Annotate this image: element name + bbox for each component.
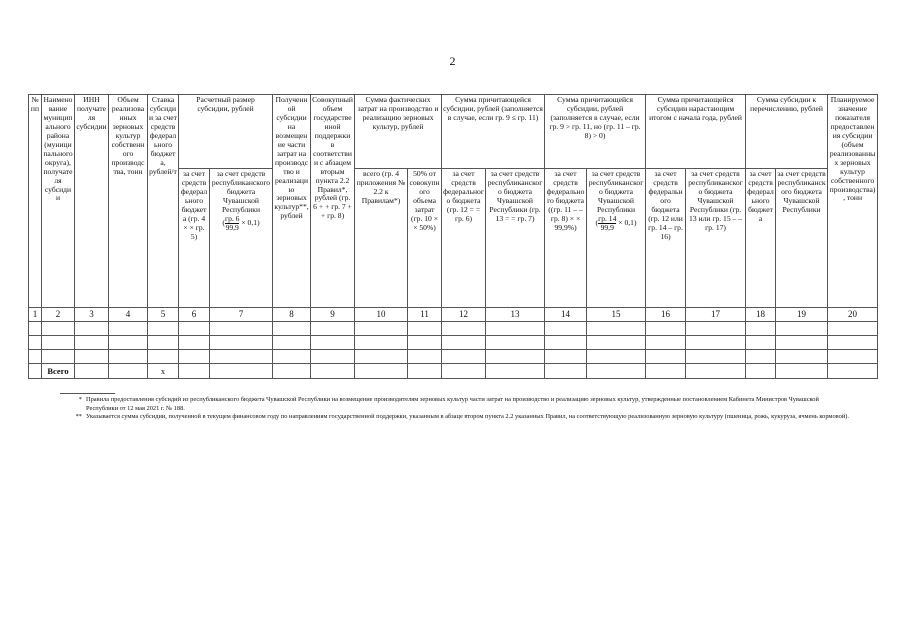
footnote xyxy=(60,396,852,413)
table-cell xyxy=(746,364,776,379)
footnote xyxy=(60,413,852,422)
formula-fraction xyxy=(598,215,616,232)
table-cell xyxy=(486,322,545,336)
table-cell xyxy=(42,322,75,336)
table-row xyxy=(29,322,878,336)
table-cell xyxy=(545,364,587,379)
table-cell xyxy=(545,350,587,364)
table-cell xyxy=(109,364,148,379)
table-cell xyxy=(646,364,686,379)
column-number: 20 xyxy=(828,308,878,322)
footnotes xyxy=(60,396,852,422)
formula-multiplier: × 0,1 xyxy=(241,217,258,227)
fraction-denominator: 99,9 xyxy=(600,222,614,232)
header-col-3: ИНН получателя субсидии xyxy=(75,95,109,308)
table-cell xyxy=(42,336,75,350)
table-cell xyxy=(109,322,148,336)
table-cell xyxy=(273,336,311,350)
total-row xyxy=(29,364,878,379)
table-cell xyxy=(746,350,776,364)
header-col-4: Объем реализованных зерновых культур собственного производства, тонн xyxy=(109,95,148,308)
page-number: 2 xyxy=(449,54,456,68)
table-cell xyxy=(776,364,828,379)
subheader-col-15: за счет средств республиканского бюджета Чувашской Республики ( $\frac{гр. 14}{99,9}$ × 0,1) xyxy=(587,169,646,308)
column-number: 16 xyxy=(646,308,686,322)
table-row xyxy=(29,336,878,350)
table-cell xyxy=(486,336,545,350)
table-cell xyxy=(29,322,42,336)
table-cell xyxy=(179,322,210,336)
table-cell xyxy=(29,336,42,350)
header-group-due-1: Сумма причитающейся субсидии, рублей (заполняется в случае, если гр. 9 ≤ гр. 11) xyxy=(442,95,545,169)
formula-fraction xyxy=(225,215,240,232)
table-cell xyxy=(828,336,878,350)
column-number: 1 xyxy=(29,308,42,322)
column-number: 11 xyxy=(408,308,442,322)
subsidy-calculation-table xyxy=(28,94,878,379)
table-cell xyxy=(776,322,828,336)
header-group-transfer: Сумма субсидии к перечислению, рублей xyxy=(746,95,828,169)
table-cell xyxy=(587,322,646,336)
table-cell xyxy=(355,350,408,364)
column-number: 8 xyxy=(273,308,311,322)
table-cell xyxy=(646,336,686,350)
table-cell xyxy=(210,336,273,350)
footnote-mark: * xyxy=(78,396,82,403)
table-cell xyxy=(210,350,273,364)
subheader-col-10: всего (гр. 4 приложения № 2.2 к Правилам*) xyxy=(355,169,408,308)
table-cell xyxy=(311,350,355,364)
table-cell xyxy=(545,322,587,336)
column-number: 2 xyxy=(42,308,75,322)
header-group-cumulative: Сумма причитающейся субсидии нарастающим итогом с начала года, рублей xyxy=(646,95,746,169)
subheader-col-7: за счет средств республиканского бюджета Чувашской Республики ( $\frac{гр. 6}{99,9}$ × 0,1) xyxy=(210,169,273,308)
table-cell xyxy=(828,350,878,364)
table-cell xyxy=(828,322,878,336)
table-cell xyxy=(311,364,355,379)
table-cell xyxy=(776,336,828,350)
table-cell xyxy=(408,350,442,364)
table-cell xyxy=(646,350,686,364)
column-number: 17 xyxy=(686,308,746,322)
table-cell xyxy=(355,364,408,379)
table-cell xyxy=(442,336,486,350)
column-number: 9 xyxy=(311,308,355,322)
formula-multiplier: × 0,1 xyxy=(618,217,634,227)
table-cell xyxy=(29,350,42,364)
table-cell xyxy=(408,364,442,379)
table-cell xyxy=(355,322,408,336)
table-cell xyxy=(686,336,746,350)
column-number-row xyxy=(29,308,878,322)
total-label: Всего xyxy=(42,364,75,379)
table-cell xyxy=(273,350,311,364)
table-cell xyxy=(486,350,545,364)
table-cell xyxy=(686,350,746,364)
column-number: 12 xyxy=(442,308,486,322)
table-cell xyxy=(408,322,442,336)
table-cell xyxy=(311,322,355,336)
subheader-col-18: за счет средств федерального бюджета xyxy=(746,169,776,308)
header-group-due-2: Сумма причитающейся субсидии, рублей (заполняется в случае, если гр. 9 > гр. 11, но (гр. 11 – гр. 8) > 0) xyxy=(545,95,646,169)
table-cell xyxy=(210,364,273,379)
fraction-numerator: гр. 14 xyxy=(598,213,617,223)
table-cell xyxy=(179,350,210,364)
table-cell xyxy=(311,336,355,350)
table-cell xyxy=(273,364,311,379)
column-number: 6 xyxy=(179,308,210,322)
header-group-actual-costs: Сумма фактических затрат на производство и реализацию зерновых культур, рублей xyxy=(355,95,442,169)
table-cell xyxy=(148,350,179,364)
subheader-col-19: за счет средств республиканского бюджета Чувашской Республики xyxy=(776,169,828,308)
table-cell xyxy=(686,322,746,336)
column-number: 5 xyxy=(148,308,179,322)
fraction-denominator: 99,9 xyxy=(225,222,239,232)
subheader-col-7-text: за счет средств республиканского бюджета Чувашской Республики xyxy=(211,169,271,214)
subheader-col-13: за счет средств республиканского бюджета Чувашской Республики (гр. 13 = = гр. 7) xyxy=(486,169,545,308)
subheader-col-15-text: за счет средств республиканского бюджета Чувашской Республики xyxy=(588,169,644,214)
table-cell xyxy=(355,336,408,350)
table-cell xyxy=(746,336,776,350)
table-cell xyxy=(776,350,828,364)
table-cell xyxy=(646,322,686,336)
table-cell xyxy=(545,336,587,350)
table-cell xyxy=(408,336,442,350)
column-number: 4 xyxy=(109,308,148,322)
table-cell xyxy=(746,322,776,336)
table-cell xyxy=(442,350,486,364)
table-cell xyxy=(179,364,210,379)
table-cell xyxy=(486,364,545,379)
footnote-separator xyxy=(60,393,115,394)
subheader-col-11: 50% от совокупного объема затрат (гр. 10 × × 50%) xyxy=(408,169,442,308)
table-cell xyxy=(686,364,746,379)
table-cell xyxy=(75,336,109,350)
fraction-numerator: гр. 6 xyxy=(224,213,240,223)
subheader-col-17: за счет средств республиканского бюджета Чувашской Республики (гр. 13 или гр. 15 – – гр. 17) xyxy=(686,169,746,308)
subheader-col-14: за счет средств федерального бюджета ((гр. 11 – – гр. 8) × × 99,9%) xyxy=(545,169,587,308)
column-number: 19 xyxy=(776,308,828,322)
table-cell xyxy=(442,322,486,336)
total-mark: x xyxy=(148,364,179,379)
header-col-2: Наименование муниципального района (муниципального округа), получателя субсидии xyxy=(42,95,75,308)
column-number: 10 xyxy=(355,308,408,322)
subheader-col-16: за счет средств федерального бюджета (гр. 12 или гр. 14 – гр. 16) xyxy=(646,169,686,308)
table-cell xyxy=(148,336,179,350)
header-col-9: Совокупный объем государственной поддержки в соответствии с абзацем вторым пункта 2.2 Правил*, рублей (гр. 6 + + гр. 7 + + гр. 8) xyxy=(311,95,355,308)
table-row xyxy=(29,350,878,364)
table-cell xyxy=(179,336,210,350)
header-col-1: № пп xyxy=(29,95,42,308)
column-number: 18 xyxy=(746,308,776,322)
column-number: 7 xyxy=(210,308,273,322)
table-cell xyxy=(75,364,109,379)
table-cell xyxy=(109,336,148,350)
subheader-col-6: за счет средств федерального бюджета (гр. 4 × × гр. 5) xyxy=(179,169,210,308)
header-col-20: Планируемое значение показателя предоставления субсидии (объем реализованных зерновых культур собственного производства), тонн xyxy=(828,95,878,308)
table-cell xyxy=(587,336,646,350)
table-cell xyxy=(210,322,273,336)
table-cell xyxy=(75,322,109,336)
table-cell xyxy=(442,364,486,379)
table-cell xyxy=(828,364,878,379)
table-cell xyxy=(42,350,75,364)
header-col-5: Ставка субсидии за счет средств федерального бюджета, рублей/т xyxy=(148,95,179,308)
table-cell xyxy=(273,322,311,336)
column-number: 15 xyxy=(587,308,646,322)
column-number: 14 xyxy=(545,308,587,322)
column-number: 13 xyxy=(486,308,545,322)
table-cell xyxy=(29,364,42,379)
table-cell xyxy=(587,350,646,364)
column-number: 3 xyxy=(75,308,109,322)
footnote-text: Указывается сумма субсидии, полученной в текущем финансовом году по направлениям государственной поддержки, указанным в абзаце втором пункта 2.2 указанных Правил, на соответствующую реализованную зерновую культуру (пшеница, рожь, кукуруза, ячмень кормовой). xyxy=(86,413,849,421)
footnote-mark: ** xyxy=(75,413,82,421)
table-cell xyxy=(75,350,109,364)
table-cell xyxy=(148,322,179,336)
header-group-calc: Расчетный размер субсидии, рублей xyxy=(179,95,273,169)
table-cell xyxy=(109,350,148,364)
table-cell xyxy=(587,364,646,379)
footnote-text: Правила предоставления субсидий из республиканского бюджета Чувашской Республики на возмещение производителям зерновых культур части затрат на производство и реализацию зерновых культур, утвержденные постановлением Кабинета Министров Чувашской Республики от 12 мая 2021 г. № 188. xyxy=(86,396,819,412)
header-col-8: Полученной субсидии на возмещение части затрат на производство и реализацию зерновых культур**, рублей xyxy=(273,95,311,308)
subheader-col-12: за счет средств федерального бюджета (гр. 12 = = гр. 6) xyxy=(442,169,486,308)
